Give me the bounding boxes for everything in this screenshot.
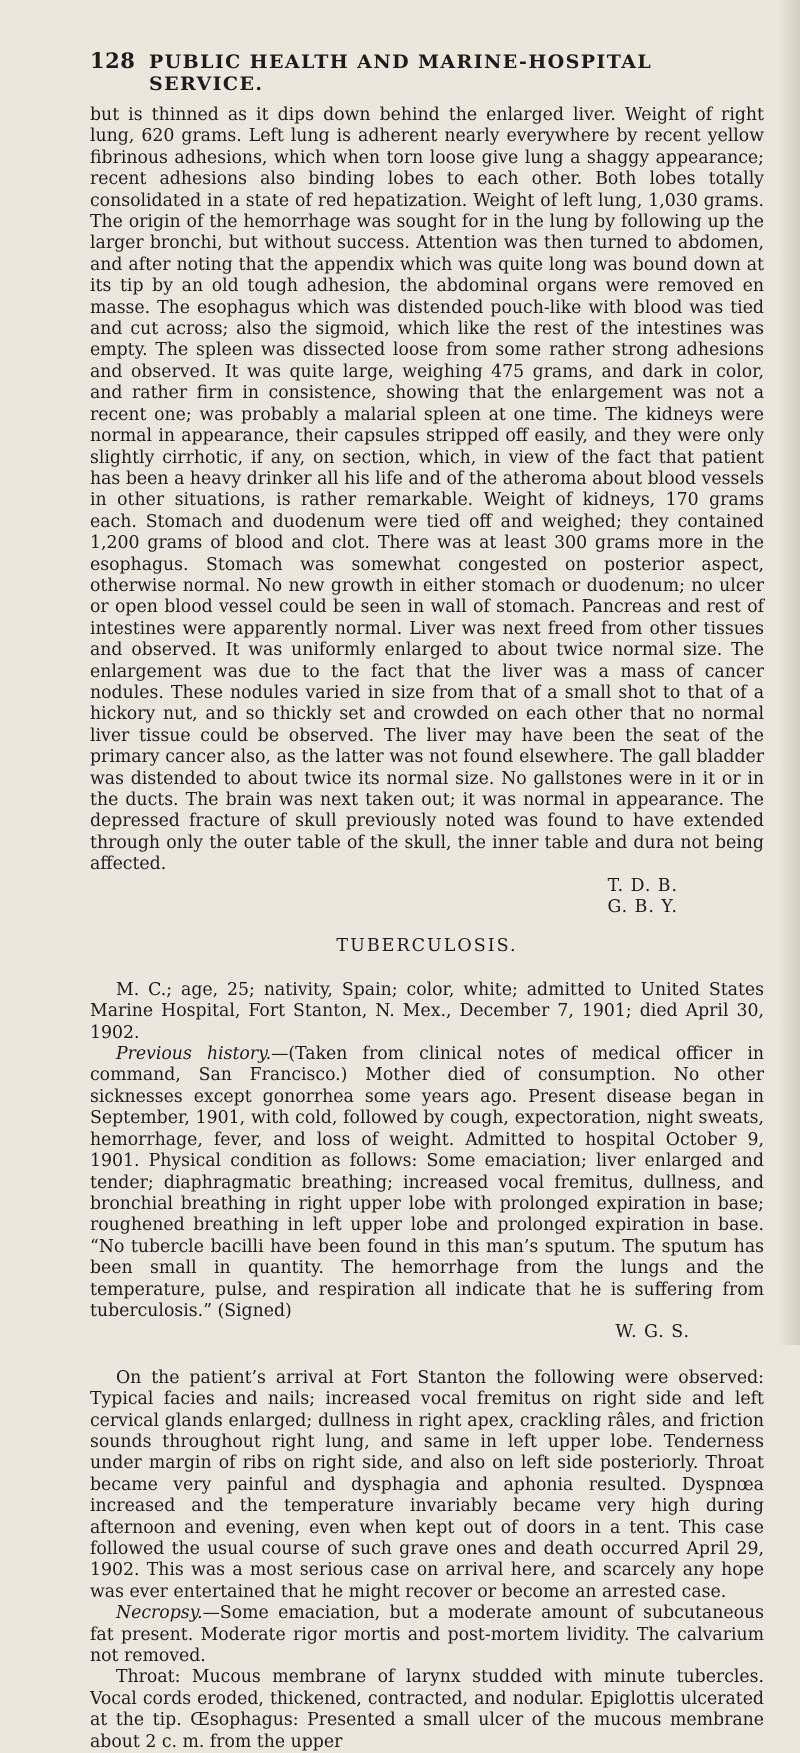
signature-initials-2: G. B. Y. [607,897,678,918]
signature-ws: W. G. S. [615,1322,690,1343]
page-number: 128 [90,48,136,73]
previous-history-text: —(Taken from clinical notes of medical officer in command, San Francisco.) Mother died of consumption. No other sicknesses except gonorrhea some years ago. Present disease began in September, 1901, with cold, followed by cough, expectoration, night sweats, hemorrhage, fever, and loss of weight. Admitted to hospital October 9, 1901. Physical condition as follows: Some emaciation; liver enlarged and tender; diaphragmatic breathing; increased vocal fremitus, dullness, and bronchial breathing in right upper lobe with prolonged expiration in base; roughened breathing in left upper lobe and prolonged expiration in base. “No tubercle bacilli have been found in this man’s sputum. The sputum has been small in quantity. The hemorrhage from the lungs and the temperature, pulse, and respiration all indicate that he is suffering from tuberculosis.” (Signed) [90,1044,764,1321]
previous-history-paragraph [90,1044,764,1322]
case-intro-paragraph: M. C.; age, 25; nativity, Spain; color, white; admitted to United States Marine Hospital, Fort Stanton, N. Mex., December 7, 1901; died April 30, 1902. [90,979,764,1043]
paragraph-gap [90,1344,764,1368]
necropsy-text: —Some emaciation, but a moderate amount of subcutaneous fat present. Moderate rigor mortis and post-mortem lividity. The calvarium not removed. [90,1603,764,1667]
section-title: TUBERCULOSIS. [336,936,518,957]
throat-paragraph: Throat: Mucous membrane of larynx studded with minute tubercles. Vocal cords eroded, thickened, contracted, and nodular. Epiglottis ulcerated at the tip. Œsophagus: Presented a small ulcer of the mucous membrane about 2 c. m. from the upper [90,1667,764,1752]
necropsy-paragraph [90,1603,764,1667]
necropsy-label: Necropsy. [116,1603,203,1624]
signature-initials-1: T. D. B. [607,875,678,896]
page-header [90,48,764,95]
autopsy-continuation-paragraph: but is thinned as it dips down behind the enlarged liver. Weight of right lung, 620 grams. Left lung is adherent nearly everywhere by recent yellow fibrinous adhesions, which when torn loose give lung a shaggy appearance; recent adhesions also binding lobes to each other. Both lobes totally consolidated in a state of red hepatization. Weight of left lung, 1,030 grams. The origin of the hemorrhage was sought for in the lung by following up the larger bronchi, but without success. Attention was then turned to abdomen, and after noting that the appendix which was quite long was bound down at its tip by an old tough adhesion, the abdominal organs were removed en masse. The esophagus which was distended pouch-like with blood was tied and cut across; also the sigmoid, which like the rest of the intestines was empty. The spleen was dissected loose from some rather strong adhesions and observed. It was quite large, weighing 475 grams, and dark in color, and rather firm in consistence, showing that the enlargement was not a recent one; was probably a malarial spleen at one time. The kidneys were normal in appearance, their capsules stripped off easily, and they were only slightly cirrhotic, if any, on section, which, in view of the fact that patient has been a heavy drinker all his life and of the atheroma about blood vessels in other situations, is rather remarkable. Weight of kidneys, 170 grams each. Stomach and duodenum were tied off and weighed; they contained 1,200 grams of blood and clot. There was at least 300 grams more in the esophagus. Stomach was somewhat congested on posterior aspect, otherwise normal. No new growth in either stomach or duodenum; no ulcer or open blood vessel could be seen in wall of stomach. Pancreas and rest of intestines were apparently normal. Liver was next freed from other tissues and observed. It was uniformly enlarged to about twice normal size. The enlargement was due to the fact that the liver was a mass of cancer nodules. These nodules varied in size from that of a small shot to that of a hickory nut, and so thickly set and crowded on each other that no normal liver tissue could be observed. The liver may have been the seat of the primary cancer also, as the latter was not found elsewhere. The gall bladder was distended to about twice its normal size. No gallstones were in it or in the ducts. The brain was next taken out; it was normal in appearance. The depressed fracture of skull previously noted was found to have extended through only the outer table of the skull, the inner table and dura not being affected. [90,105,764,875]
page-body [90,105,764,1753]
running-head: PUBLIC HEALTH AND MARINE-HOSPITAL SERVICE. [148,51,653,95]
page-edge-shadow [778,0,800,1345]
arrival-observation-paragraph: On the patient’s arrival at Fort Stanton the following were observed: Typical facies and nails; increased vocal fremitus on right side and left cervical glands enlarged; dullness in right apex, crackling râles, and friction sounds throughout right lung, and same in left upper lobe. Tenderness under margin of ribs on right side, and also on left side posteriorly. Throat became very painful and dysphagia and aphonia resulted. Dyspnœa increased and the temperature invariably became very high during afternoon and evening, even when kept out of doors in a tent. This case followed the usual course of such grave ones and death occurred April 29, 1902. This was a most serious case on arrival here, and scarcely any hope was ever entertained that he might recover or become an arrested case. [90,1367,764,1602]
previous-history-label: Previous history. [116,1044,272,1065]
